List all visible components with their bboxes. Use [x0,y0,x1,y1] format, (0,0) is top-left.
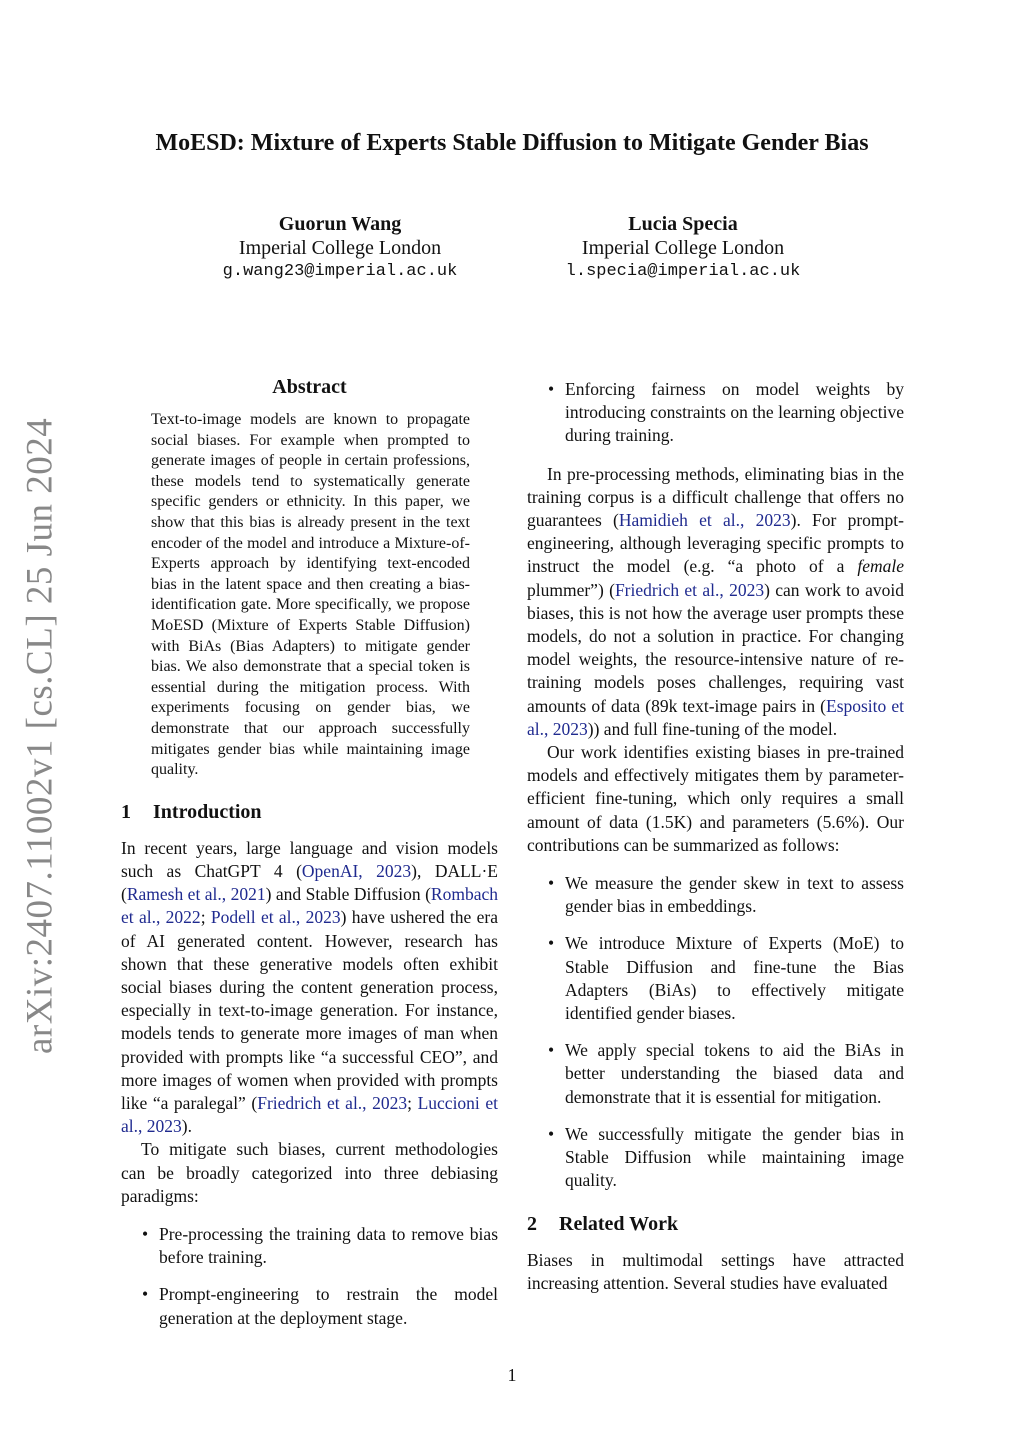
arxiv-identifier: arXiv:2407.11002v1 [cs.CL] 25 Jun 2024 [19,417,61,1054]
list-item-text: We measure the gender skew in text to assess gender bias in embeddings. [565,873,904,917]
bullet-icon: • [548,1040,555,1061]
author-affiliation: Imperial College London [581,237,785,259]
contributions-list [527,872,904,1192]
paradigm-list [121,1223,498,1330]
list-item-text: We introduce Mixture of Experts (MoE) to Stable Diffusion and fine-tune the Bias Adapters (BiAs) to effectively mitigate identified gender biases. [565,933,904,1024]
author-email: l.specia@imperial.ac.uk [565,262,801,281]
list-item-text: We successfully mitigate the gender bias in Stable Diffusion while maintaining image quality. [565,1123,904,1191]
bullet-icon: • [548,379,555,399]
text-run: ), DALL·E ( [121,860,498,905]
intro-paragraph-4: Our work identifies existing biases in pre-trained models and effectively mitigates them by parameter-efficient fine-tuning, which only requires a small amount of data (1.5K) and parameters (5.6%). Our contributions can be summarized as follows: [527,742,904,855]
bullet-icon: • [142,1223,149,1244]
section-number: 1 [121,800,131,823]
bullet-icon: • [142,1284,149,1305]
citation-link[interactable]: Rombach et al., 2022 [121,884,498,928]
bullet-icon: • [548,1123,555,1144]
author-email: g.wang23@imperial.ac.uk [222,262,458,281]
text-run: )) and full fine-tuning of the model. [587,718,838,739]
citation-link[interactable]: OpenAI, 2023 [301,860,412,881]
intro-paragraph-3 [527,463,904,741]
citation-link[interactable]: Podell et al., 2023 [210,907,341,928]
citation-link[interactable]: Ramesh et al., 2021 [126,884,266,905]
list-item [527,378,904,448]
page-number: 1 [507,1365,517,1385]
author-name: Guorun Wang [278,213,402,235]
text-run: ; [200,907,211,928]
text-run: ) can work to avoid biases, this is not how the average user prompts these models, do not a solution in practice. For changing model weights, the resource-intensive nature of re-training models poses challenges, requiring vast amounts of data (89k text-image pairs in ( [527,579,904,716]
list-item [527,1123,904,1193]
list-item [527,1039,904,1109]
text-run: plummer”) ( [527,579,615,600]
paper-title: MoESD: Mixture of Experts Stable Diffusion to Mitigate Gender Bias [155,130,869,156]
abstract-heading: Abstract [272,376,347,398]
section-title: Introduction [153,800,262,823]
author-block [190,212,490,284]
citation-link[interactable]: Friedrich et al., 2023 [614,579,765,600]
arxiv-sidebar [12,417,68,1054]
emphasis-text: female [857,556,904,577]
related-paragraph-1: Biases in multimodal settings have attracted increasing attention. Several studies have evaluated [527,1249,904,1293]
intro-paragraph-2: To mitigate such biases, current methodologies can be broadly categorized into three debiasing paradigms: [121,1139,498,1206]
text-run: ; [407,1092,418,1113]
text-run: In pre-processing methods, eliminating bias in the training corpus is a difficult challenge that offers no guarantees ( [527,463,904,531]
left-column [121,376,498,1345]
intro-paragraph-1 [121,837,498,1139]
citation-link[interactable]: Luccioni et al., 2023 [121,1092,499,1137]
citation-link[interactable]: Hamidieh et al., 2023 [618,510,791,531]
text-run: ) and Stable Diffusion ( [265,884,431,905]
section-heading-related-work [527,1213,904,1236]
citation-link[interactable]: Esposito et al., 2023 [527,695,904,739]
bullet-icon: • [548,933,555,954]
text-run: ) have ushered the era of AI generated content. However, research has shown that these generative models often exhibit social biases during the content generation process, especially in text-to-image generation. For instance, models tends to generate more images of man when provided with prompts like “a successful CEO”, and more images of women when provided with prompts like “a paralegal” ( [121,907,499,1113]
list-item-text: Enforcing fairness on model weights by introducing constraints on the learning objective during training. [565,379,904,446]
right-column [527,378,904,1295]
citation-link[interactable]: Friedrich et al., 2023 [257,1092,408,1113]
text-run: ). For prompt-engineering, although leveraging specific prompts to instruct the model (e.g. “a photo of a [527,510,904,577]
section-heading-introduction [121,801,498,824]
section-number: 2 [527,1212,537,1235]
bullet-icon: • [548,873,555,894]
text-run: ). [181,1116,192,1137]
author-name: Lucia Specia [628,213,738,235]
list-item [527,872,904,918]
author-affiliation: Imperial College London [238,237,442,259]
section-title: Related Work [559,1212,679,1235]
list-item [527,932,904,1025]
list-item-text: Prompt-engineering to restrain the model generation at the deployment stage. [159,1284,498,1328]
paradigm-list-continued [527,378,904,448]
abstract-text: Text-to-image models are known to propagate social biases. For example when prompted to generate images of people in certain professions, these models tend to systematically generate specific genders or ethnicity. In this paper, we show that this bias is already present in the text encoder of the model and introduce a Mixture-of-Experts approach by identifying text-encoded bias in the latent space and then creating a bias-identification gate. More specifically, we propose MoESD (Mixture of Experts Stable Diffusion) with BiAs (Bias Adapters) to mitigate gender bias. We also demonstrate that a special token is essential during the mitigation process. With experiments focusing on gender bias, we demonstrate that our approach successfully mitigates gender bias while maintaining image quality. [151,411,470,779]
text-run: In recent years, large language and vision models such as ChatGPT 4 ( [121,837,498,881]
list-item [121,1223,498,1269]
list-item-text: We apply special tokens to aid the BiAs in better understanding the biased data and demonstrate that it is essential for mitigation. [565,1040,904,1107]
author-block [533,212,833,284]
list-item [121,1283,498,1329]
list-item-text: Pre-processing the training data to remove bias before training. [159,1223,498,1268]
